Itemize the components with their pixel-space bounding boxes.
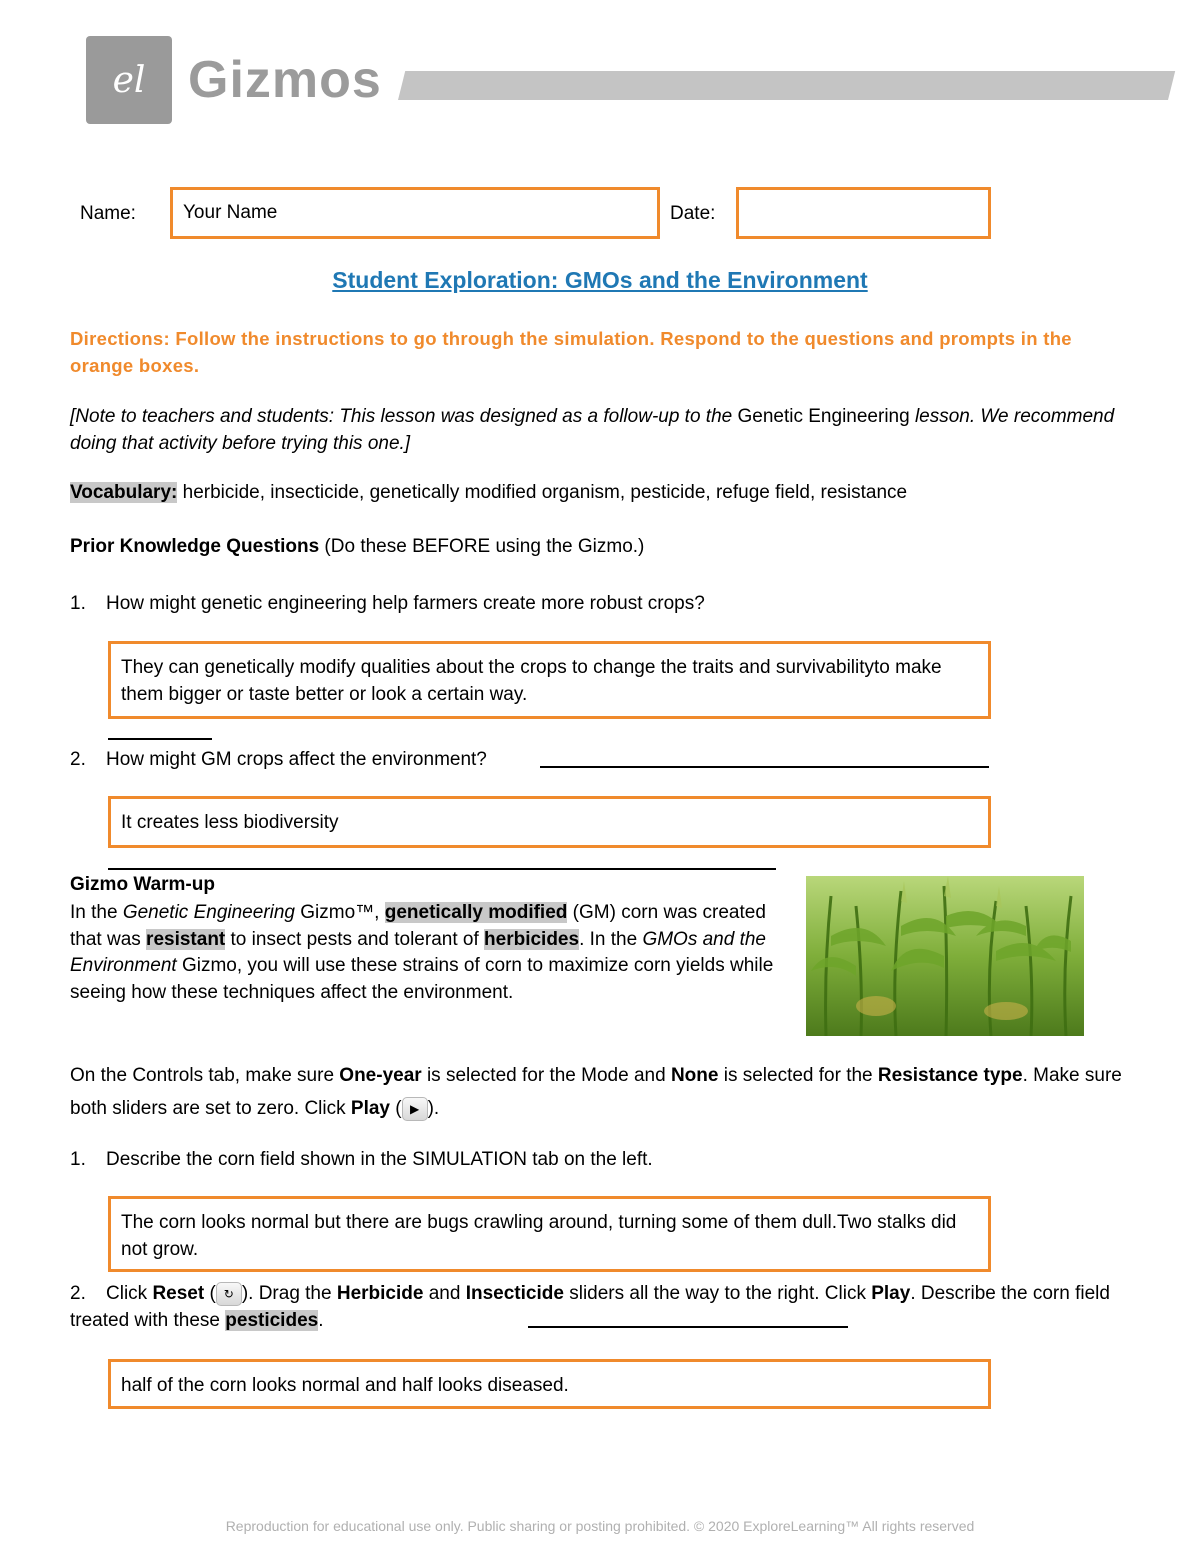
controls-c4: None (670, 1065, 719, 1086)
term-resistant: resistant (146, 928, 226, 950)
q2-l: . (318, 1310, 324, 1331)
vocabulary (70, 482, 1140, 504)
explorelearning-logo (86, 36, 172, 124)
controls-c6: Resistance type (877, 1065, 1023, 1086)
controls-c7: . Make sure both sliders are set to zero. Click (70, 1065, 1122, 1119)
answer-line (108, 868, 776, 870)
question-number: 2. (70, 1283, 86, 1304)
activity-question-1 (70, 1146, 653, 1173)
brand-name: Gizmos (188, 51, 382, 109)
controls-c1: On the Controls tab, make sure (70, 1065, 340, 1086)
q2-e: Herbicide (336, 1283, 424, 1304)
header-bar (398, 71, 1175, 100)
note-upright: Genetic Engineering (737, 406, 910, 427)
svg-text:el: el (112, 60, 146, 101)
controls-instructions (70, 1059, 1140, 1125)
question-number: 2. (70, 749, 86, 770)
vocabulary-terms: herbicide, insecticide, genetically modified organism, pesticide, refuge field, resistance (177, 482, 908, 503)
date-field[interactable] (736, 187, 991, 239)
name-field[interactable]: Your Name (170, 187, 660, 239)
warmup-t9: . In the (579, 928, 643, 950)
warmup-t10: GMOs and the Environment (70, 928, 766, 976)
teacher-note (70, 403, 1140, 457)
q2-a: Click (106, 1283, 153, 1304)
reset-icon: ↻ (216, 1282, 242, 1306)
q2-j: . Describe the corn field treated with these (70, 1283, 1110, 1331)
prior-subtext: (Do these BEFORE using the Gizmo.) (319, 536, 645, 557)
vocabulary-label: Vocabulary: (70, 482, 178, 503)
warmup-t1: In the (70, 902, 123, 923)
warmup-t2: Genetic Engineering (122, 902, 295, 923)
prior-knowledge-heading (70, 536, 644, 558)
q2-c: ( (204, 1283, 216, 1304)
answer-line (540, 766, 989, 768)
page-title: Student Exploration: GMOs and the Environment (332, 267, 868, 293)
prior-heading: Prior Knowledge Questions (70, 536, 320, 557)
note-part2: lesson. We recommend doing that activity before trying this one.] (70, 406, 1115, 454)
warmup-text (70, 900, 800, 1006)
logo-mark-icon (101, 52, 157, 108)
term-pesticides: pesticides (225, 1310, 319, 1331)
controls-c10: ). (427, 1098, 440, 1119)
warmup-t5: (GM) corn was created that was (70, 902, 766, 950)
prior-question-2 (70, 746, 487, 773)
question-text: How might genetic engineering help farmers create more robust crops? (106, 593, 705, 614)
q2-h: sliders all the way to the right. Click (563, 1283, 872, 1304)
question-number: 1. (70, 1149, 86, 1170)
note-part1: [Note to teachers and students: This lesson was designed as a follow-up to the (70, 406, 738, 427)
warmup-t11: Gizmo, you will use these strains of corn to maximize corn yields while seeing how these techniques affect the environment. (70, 955, 774, 1003)
name-label: Name: (80, 203, 136, 224)
q2-g: Insecticide (465, 1283, 564, 1304)
corn-field-image (806, 876, 1084, 1036)
prior-question-1 (70, 590, 705, 617)
term-herbicides: herbicides (484, 928, 580, 950)
q2-i: Play (871, 1283, 911, 1304)
warmup-t7: to insect pests and tolerant of (225, 928, 485, 950)
warmup-heading: Gizmo Warm-up (70, 874, 215, 895)
controls-c8: Play (350, 1098, 390, 1119)
controls-c2: One-year (339, 1065, 422, 1086)
term-genetically-modified: genetically modified (384, 902, 568, 923)
directions: Directions: Follow the instructions to go through the simulation. Respond to the questions and prompts in the orange boxes. (70, 328, 1072, 376)
warmup-t3: Gizmo™, (295, 902, 385, 923)
question-text: Describe the corn field shown in the SIMULATION tab on the left. (106, 1149, 653, 1170)
answer-box-activity-1[interactable]: The corn looks normal but there are bugs crawling around, turning some of them dull.Two stalks did not grow. (108, 1196, 991, 1272)
answer-line (108, 738, 212, 740)
question-text: How might GM crops affect the environment? (106, 749, 487, 770)
copyright-footer: Reproduction for educational use only. Public sharing or posting prohibited. © 2020 ExploreLearning™ All rights reserved (225, 1518, 975, 1534)
answer-line (528, 1326, 848, 1328)
q2-d: ). Drag the (241, 1283, 337, 1304)
controls-c5: is selected for the (718, 1065, 878, 1086)
answer-box-prior-1[interactable]: They can genetically modify qualities about the crops to change the traits and survivabilityto make them bigger or taste better or look a certain way. (108, 641, 991, 719)
question-number: 1. (70, 593, 86, 614)
q2-b: Reset (152, 1283, 205, 1304)
controls-c9: ( (389, 1098, 402, 1119)
q2-f: and (423, 1283, 466, 1304)
date-label: Date: (670, 203, 716, 224)
answer-box-prior-2[interactable]: It creates less biodiversity (108, 796, 991, 848)
play-icon: ▶ (402, 1097, 428, 1121)
answer-box-activity-2[interactable]: half of the corn looks normal and half looks diseased. (108, 1359, 991, 1409)
controls-c3: is selected for the Mode and (421, 1065, 671, 1086)
